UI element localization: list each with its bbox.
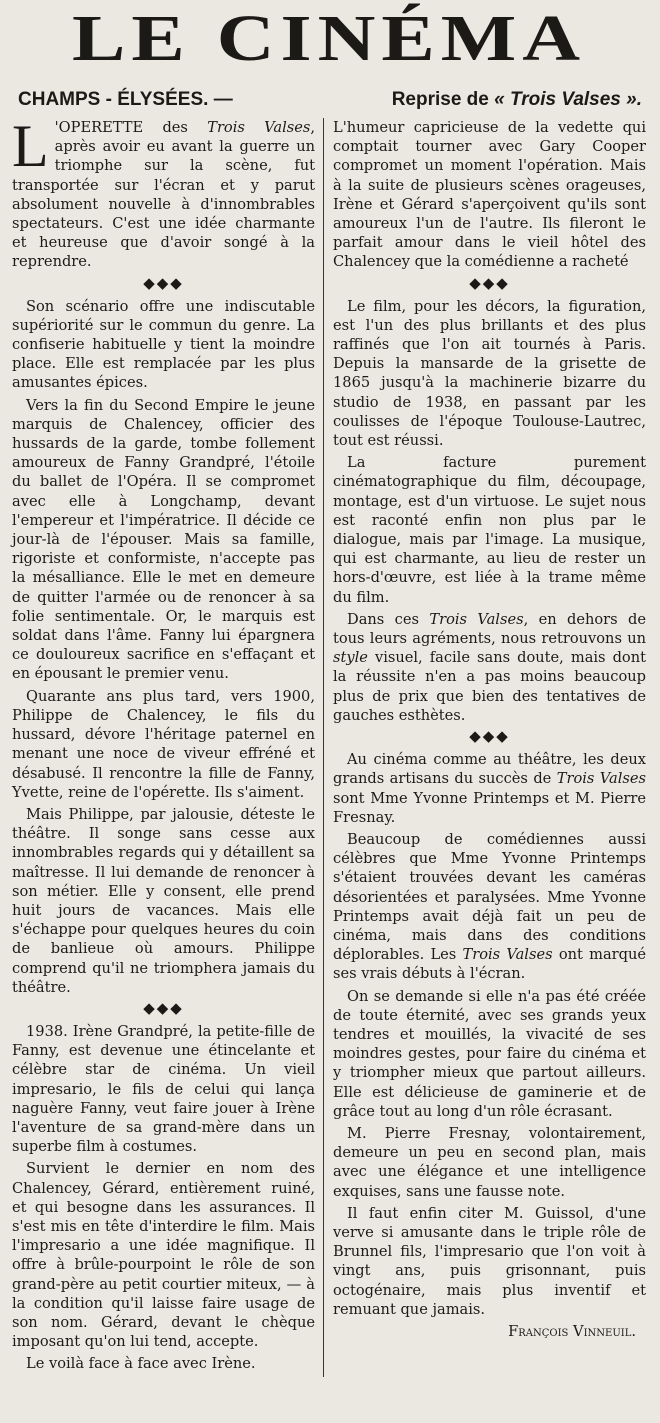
- paragraph: Survient le dernier en nom des Chalencey, Gérard, entièrement ruiné, et qui besogne dans les assurances. Il s'est mis en tête d'interdire le film. Mais l'impresario a une idée magnifique. Il offre à brûle-pourpoint le rôle de son grand-père au petit courtier miteux, — à la condition qu'il laisse faire usage de son nom. Gérard, devant le chèque imposant qu'on lui tend, accepte.: [12, 1160, 315, 1351]
- right-column: [324, 118, 646, 1377]
- masthead-title: LE CINÉMA: [71, 2, 587, 75]
- separator-ornament: ◆◆◆: [143, 998, 184, 1017]
- paragraph: Quarante ans plus tard, vers 1900, Philippe de Chalencey, le fils du hussard, dévore l'héritage paternel en menant une noce de viveur effréné et désabusé. Il rencontre la fille de Fanny, Yvette, reine de l'opérette. Ils s'aiment.: [12, 687, 315, 801]
- drop-cap: L: [12, 113, 49, 179]
- paragraph: Son scénario offre une indiscutable supériorité sur le commun du genre. La confiserie habituelle y tient la moindre place. Elle est remplacée par les plus amusantes épices.: [12, 297, 315, 392]
- paragraph: Au cinéma comme au théâtre, les deux grands artisans du succès de Trois Valses sont Mme Yvonne Printemps et M. Pierre Fresnay.: [333, 751, 646, 826]
- paragraph: 1938. Irène Grandpré, la petite-fille de Fanny, est devenue une étincelante et célèbre star de cinéma. Un vieil impresario, le fils de celui qui lança naguère Fanny, veut faire jouer à Irène l'aventure de sa grand-mère dans un superbe film à costumes.: [12, 1022, 315, 1156]
- article-columns: [12, 113, 646, 1377]
- separator-ornament: ◆◆◆: [469, 273, 510, 292]
- left-column: [12, 113, 324, 1377]
- article-subhead: [18, 88, 642, 112]
- subhead-film-title: « Trois Valses ».: [494, 89, 642, 110]
- paragraph: Mais Philippe, par jalousie, déteste le théâtre. Il songe sans cesse aux innombrables regards qui y détaillent sa maîtresse. Il lui demande de renoncer à son métier. Elle y consent, elle prend huit jours de vacances. Mais elle s'échappe pour quelques heures du coin de banlieue où amours. Philippe comprend qu'il ne triomphera jamais du théâtre.: [12, 805, 315, 996]
- paragraph: L'humeur capricieuse de la vedette qui comptait tourner avec Gary Cooper compromet un moment l'opération. Mais à la suite de plusieurs scènes orageuses, Irène et Gérard s'aperçoivent qu'ils sont amoureux l'un de l'autre. Ils fileront le parfait amour dans le vieil hôtel des Chalencey que la comédienne a racheté: [333, 119, 646, 271]
- paragraph: Vers la fin du Second Empire le jeune marquis de Chalencey, officier des hussards de la garde, tombe follement amoureux de Fanny Grandpré, l'étoile du ballet de l'Opéra. Il se compromet avec elle à Longchamp, devant l'empereur et l'impératrice. Il décide ce jour-là de l'épouser. Mais sa famille, rigoriste et conformiste, n'accepte pas la mésalliance. Elle le met en demeure de quitter l'armée ou de renoncer à sa folie sentimentale. Or, le marquis est soldat dans l'âme. Fanny lui épargnera ce douloureux sacrifice en s'effaçant et en épousant le premier venu.: [12, 396, 315, 683]
- paragraph: Il faut enfin citer M. Guissol, d'une verve si amusante dans le triple rôle de Brunnel fils, l'impresario que l'on voit à vingt ans, puis grisonnant, puis octogénaire, mais plus inventif et remuant que jamais.: [333, 1204, 646, 1318]
- paragraph: On se demande si elle n'a pas été créée de toute éternité, avec ses grands yeux tendres et mouillés, la vivacité de ses moindres gestes, pour faire du cinéma et y triompher mieux que partout ailleurs. Elle est délicieuse de gaminerie et de grâce tout au long d'un rôle écrasant.: [333, 987, 646, 1120]
- paragraph: La facture purement cinématographique du film, découpage, montage, est d'un virtuose. Le sujet nous est raconté enfin non plus par le dialogue, mais par l'image. La musique, qui est charmante, au lieu de rester un hors-d'œuvre, est liée à la trame même du film.: [333, 454, 646, 606]
- author-signature: François Vinneuil.: [508, 1322, 636, 1340]
- paragraph: Le film, pour les décors, la figuration, est l'un des plus brillants et des plus raffinés que l'on ait tournés à Paris. Depuis la mansarde de la grisette de 1865 jusqu'à la machinerie bizarre du studio de 1938, en passant par les coulisses de l'époque Toulouse-Lautrec, tout est réussi.: [333, 297, 646, 450]
- paragraph: Le voilà face à face avec Irène.: [26, 1355, 256, 1373]
- newspaper-page: [0, 2, 660, 1423]
- separator-ornament: ◆◆◆: [143, 273, 184, 292]
- paragraph: Dans ces Trois Valses, en dehors de tous leurs agréments, nous retrouvons un style visuel, facile sans doute, mais dont la réussite n'en a pas moins beaucoup plus de prix que bien des tentatives de gauches esthètes.: [333, 610, 646, 724]
- subhead-section: CHAMPS - ÉLYSÉES. —: [18, 89, 233, 110]
- paragraph: M. Pierre Fresnay, volontairement, demeure un peu en second plan, mais avec une élégance et une intelligence exquises, sans une fausse note.: [333, 1124, 646, 1200]
- subhead-reprise: Reprise de « Trois Valses ».: [391, 89, 642, 110]
- paragraph: Beaucoup de comédiennes aussi célèbres que Mme Yvonne Printemps s'étaient trouvées devant les caméras désorientées et paralysées. Mme Yvonne Printemps avait déjà fait un peu de cinéma, mais dans des conditions déplorables. Les Trois Valses ont marqué ses vrais débuts à l'écran.: [333, 830, 646, 983]
- separator-ornament: ◆◆◆: [469, 727, 510, 746]
- paragraph: L 'OPERETTE des Trois Valses, après avoir eu avant la guerre un triomphe sur la scène, fut transportée sur l'écran et y parut absolument nouvelle à d'innombrables spectateurs. C'est une idée charmante et heureuse que d'avoir songé à la reprendre.: [12, 113, 315, 271]
